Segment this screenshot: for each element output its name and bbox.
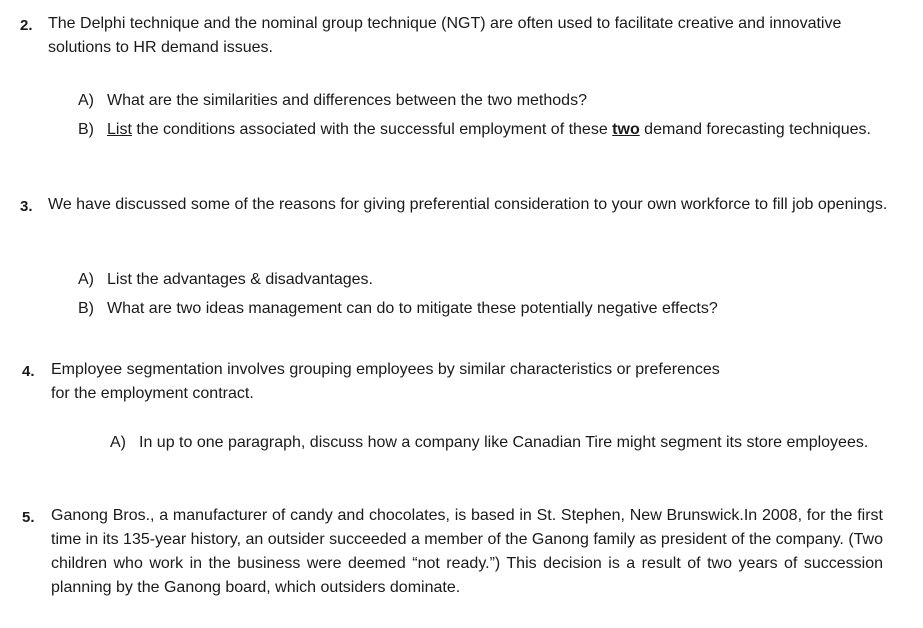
question-number: 4. <box>22 363 35 380</box>
sub-letter: A) <box>78 271 94 288</box>
question-number: 2. <box>20 17 33 34</box>
sub-text <box>107 118 887 142</box>
sub-letter: B) <box>78 121 94 138</box>
sub-text: List the advantages & disadvantages. <box>107 271 373 288</box>
sub-text: In up to one paragraph, discuss how a company like Canadian Tire might segment its store employees. <box>139 434 869 451</box>
question-number: 3. <box>20 198 33 215</box>
sub-text-mid: the conditions associated with the successful employment of these <box>131 121 613 138</box>
sub-text-post: demand forecasting techniques. <box>639 121 871 138</box>
question-text: Ganong Bros., a manufacturer of candy and chocolates, is based in St. Stephen, New Brunswick.In 2008, for the first time in its 135-year history, an outsider succeeded a member of the Ganong family as president of the company. (Two children who work in the business were deemed “not ready.”) This decision is a result of two years of succession planning by the Ganong board, which outsiders dominate. <box>51 507 883 596</box>
two-word: two <box>612 121 640 138</box>
question-text: We have discussed some of the reasons for giving preferential consideration to your own workforce to fill job openings. <box>48 196 888 213</box>
sub-text: What are two ideas management can do to mitigate these potentially negative effects? <box>107 300 718 317</box>
sub-letter: A) <box>78 92 94 109</box>
question-text: Employee segmentation involves grouping employees by similar characteristics or preferences for the employment contract. <box>51 361 720 402</box>
sub-letter: A) <box>110 434 126 451</box>
question-number: 5. <box>22 509 35 526</box>
sub-letter: B) <box>78 300 94 317</box>
question-text: The Delphi technique and the nominal group technique (NGT) are often used to facilitate creative and innovative solutions to HR demand issues. <box>48 15 842 56</box>
list-word: List <box>107 121 132 138</box>
sub-text: What are the similarities and differences between the two methods? <box>107 92 587 109</box>
